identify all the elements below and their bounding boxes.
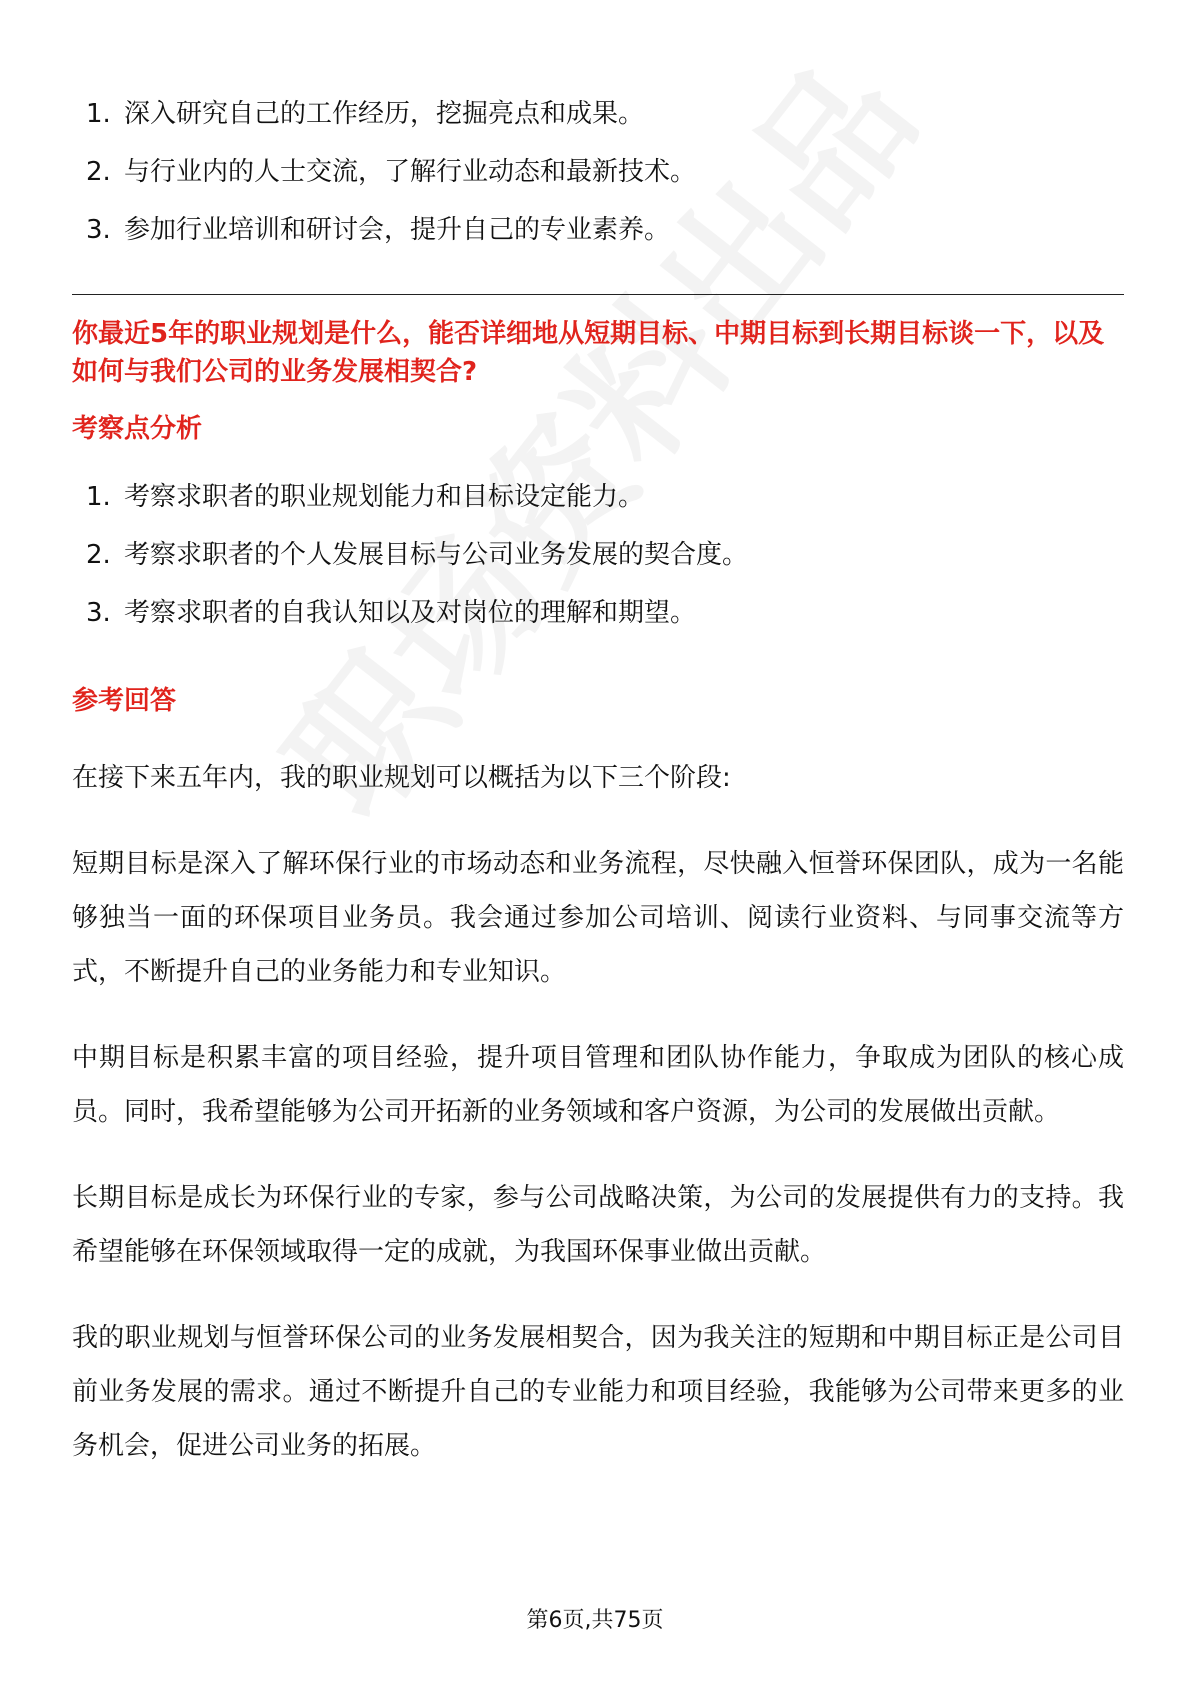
answer-paragraph: 短期目标是深入了解环保行业的市场动态和业务流程，尽快融入恒誉环保团队，成为一名能够独当一面的环保项目业务员。我会通过参加公司培训、阅读行业资料、与同事交流等方式，不断提升自己的业务能力和专业知识。: [72, 849, 1124, 987]
answer-heading: 参考回答: [72, 686, 177, 716]
list-item-text: 与行业内的人士交流，了解行业动态和最新技术。: [124, 157, 697, 187]
list-item: [72, 96, 1124, 132]
analysis-list: [72, 479, 1124, 631]
answer-paragraph: 长期目标是成长为环保行业的专家，参与公司战略决策，为公司的发展提供有力的支持。我希望能够在环保领域取得一定的成就，为我国环保事业做出贡献。: [72, 1183, 1124, 1267]
list-item-number: 2.: [86, 157, 111, 187]
list-item-number: 1.: [86, 99, 111, 129]
answer-paragraph: 中期目标是积累丰富的项目经验，提升项目管理和团队协作能力，争取成为团队的核心成员。同时，我希望能够为公司开拓新的业务领域和客户资源，为公司的发展做出贡献。: [72, 1043, 1124, 1127]
list-item-text: 考察求职者的个人发展目标与公司业务发展的契合度。: [124, 540, 749, 570]
list-item: [72, 212, 1124, 248]
list-item-text: 考察求职者的职业规划能力和目标设定能力。: [124, 482, 645, 512]
list-item-text: 参加行业培训和研讨会，提升自己的专业素养。: [124, 215, 671, 245]
list-item: [72, 479, 1124, 515]
list-item-number: 2.: [86, 540, 111, 570]
page-content: [72, 96, 1124, 1505]
list-item: [72, 595, 1124, 631]
list-item-number: 3.: [86, 598, 111, 628]
section-divider: [72, 294, 1124, 295]
list-item: [72, 154, 1124, 190]
analysis-heading: 考察点分析: [72, 414, 203, 444]
page-number: 第6页,共75页: [526, 1608, 664, 1633]
list-item-text: 深入研究自己的工作经历，挖掘亮点和成果。: [124, 99, 645, 129]
list-item-number: 3.: [86, 215, 111, 245]
list-item-number: 1.: [86, 482, 111, 512]
answer-paragraph: 我的职业规划与恒誉环保公司的业务发展相契合，因为我关注的短期和中期目标正是公司目前业务发展的需求。通过不断提升自己的专业能力和项目经验，我能够为公司带来更多的业务机会，促进公司业务的拓展。: [72, 1323, 1124, 1461]
previous-answer-list: [72, 96, 1124, 248]
list-item: [72, 537, 1124, 573]
list-item-text: 考察求职者的自我认知以及对岗位的理解和期望。: [124, 598, 697, 628]
interview-question: 你最近5年的职业规划是什么，能否详细地从短期目标、中期目标到长期目标谈一下，以及如何与我们公司的业务发展相契合?: [72, 319, 1105, 387]
answer-paragraph: 在接下来五年内，我的职业规划可以概括为以下三个阶段:: [72, 763, 731, 793]
